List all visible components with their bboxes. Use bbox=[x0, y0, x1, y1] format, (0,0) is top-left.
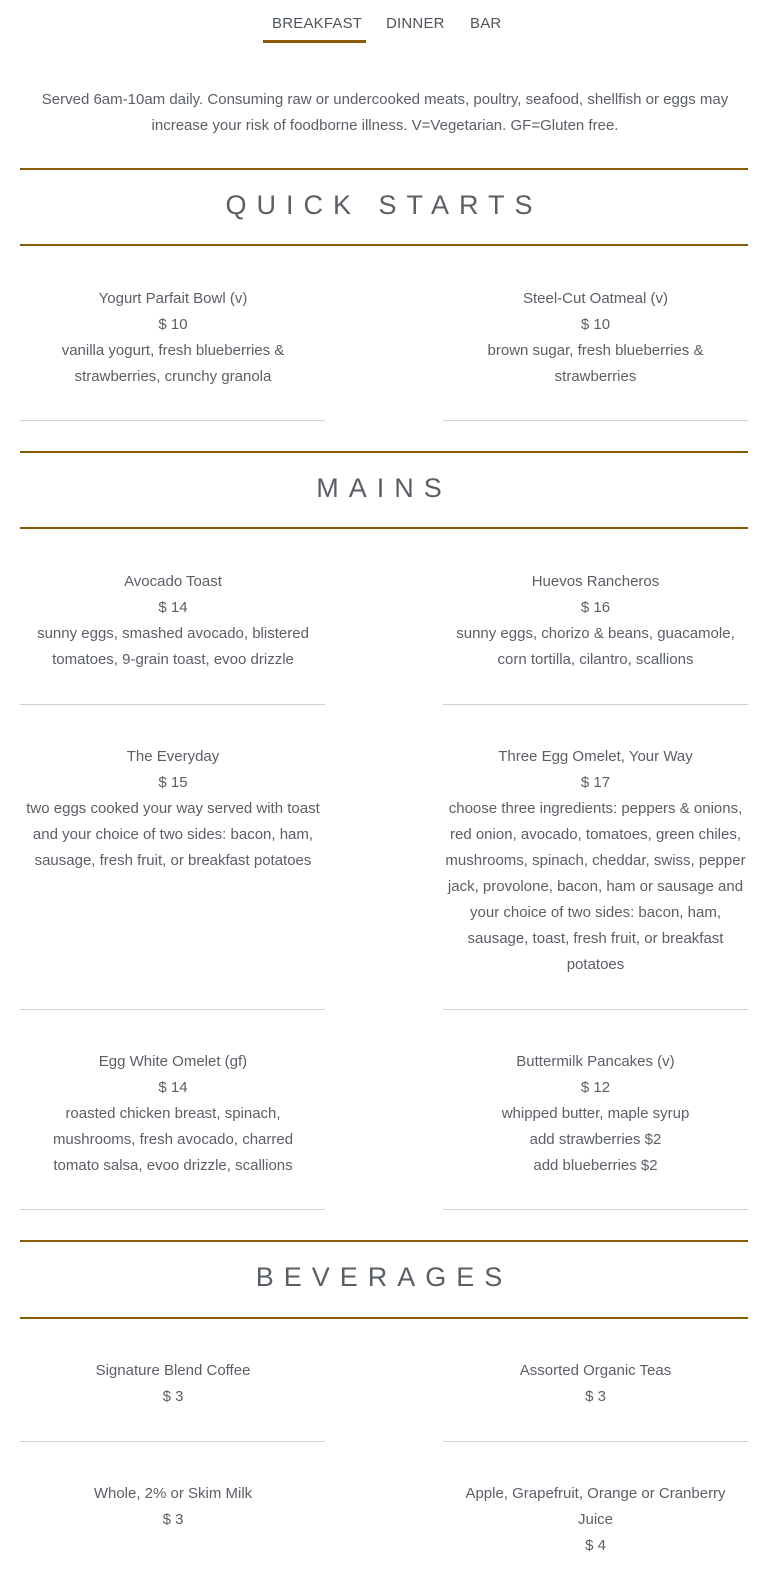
item-name: Egg White Omelet (gf) bbox=[98, 1053, 248, 1070]
item-divider bbox=[20, 1009, 325, 1010]
item-price: $ 10 bbox=[158, 316, 188, 333]
item-name: Yogurt Parfait Bowl (v) bbox=[98, 290, 248, 307]
menu-item bbox=[443, 569, 748, 673]
item-description: choose three ingredients: peppers & onions, red onion, avocado, tomatoes, green chiles, mushrooms, spinach, cheddar, swiss, pepper jack, provolone, bacon, ham or sausage and your choice of two sides: bacon, ham, sausage, toast, fresh fruit, or breakfast potatoes bbox=[445, 800, 746, 973]
active-tab-indicator bbox=[263, 40, 366, 43]
item-name: Buttermilk Pancakes (v) bbox=[516, 1053, 675, 1070]
item-price: $ 14 bbox=[158, 1079, 188, 1096]
item-divider bbox=[20, 704, 325, 705]
item-description: whipped butter, maple syrup bbox=[501, 1105, 690, 1122]
item-price: $ 4 bbox=[585, 1537, 606, 1554]
item-divider bbox=[20, 420, 325, 421]
item-add-on: add strawberries $2 bbox=[529, 1131, 662, 1148]
tab-bar[interactable]: BAR bbox=[470, 15, 502, 32]
section-title-quick-starts: QUICK STARTS bbox=[225, 190, 543, 220]
item-divider bbox=[443, 1209, 748, 1210]
item-description: two eggs cooked your way served with toast and your choice of two sides: bacon, ham, sausage, fresh fruit, or breakfast potatoes bbox=[26, 800, 320, 869]
item-description: vanilla yogurt, fresh blueberries & strawberries, crunchy granola bbox=[61, 342, 285, 385]
item-divider bbox=[443, 420, 748, 421]
tab-breakfast[interactable]: BREAKFAST bbox=[272, 15, 363, 32]
item-description: sunny eggs, smashed avocado, blistered tomatoes, 9-grain toast, evoo drizzle bbox=[37, 625, 309, 668]
section-rule-bottom bbox=[20, 527, 748, 529]
menu-tabs bbox=[0, 0, 770, 46]
menu-item bbox=[20, 569, 326, 673]
item-divider bbox=[20, 1441, 325, 1442]
menu-item bbox=[20, 1358, 326, 1410]
section-rule-top bbox=[20, 451, 748, 453]
item-name: Whole, 2% or Skim Milk bbox=[93, 1485, 253, 1502]
item-name: Steel-Cut Oatmeal (v) bbox=[522, 290, 669, 307]
item-price: $ 3 bbox=[162, 1388, 184, 1405]
section-rule-bottom bbox=[20, 1317, 748, 1319]
item-price: $ 10 bbox=[580, 316, 611, 333]
item-name: Three Egg Omelet, Your Way bbox=[498, 748, 693, 765]
section-title-mains: MAINS bbox=[316, 473, 452, 503]
item-name: The Everyday bbox=[126, 748, 220, 765]
menu-item bbox=[20, 286, 326, 390]
section-rule-bottom bbox=[20, 244, 748, 246]
menu-item bbox=[443, 744, 748, 978]
section-title-beverages: BEVERAGES bbox=[255, 1262, 513, 1292]
item-name: Assorted Organic Teas bbox=[519, 1362, 672, 1379]
section-rule-top bbox=[20, 1240, 748, 1242]
item-divider bbox=[443, 1009, 748, 1010]
item-name: Signature Blend Coffee bbox=[95, 1362, 251, 1379]
item-description: roasted chicken breast, spinach, mushrooms, fresh avocado, charred tomato salsa, evoo drizzle, scallions bbox=[52, 1105, 294, 1174]
section-rule-top bbox=[20, 168, 748, 170]
item-name: Avocado Toast bbox=[124, 573, 222, 590]
item-divider bbox=[443, 704, 748, 705]
item-description: sunny eggs, chorizo & beans, guacamole, corn tortilla, cilantro, scallions bbox=[456, 625, 735, 668]
item-divider bbox=[20, 1209, 325, 1210]
item-description: brown sugar, fresh blueberries & strawberries bbox=[487, 342, 704, 385]
item-price: $ 17 bbox=[580, 774, 611, 791]
item-divider bbox=[443, 1441, 748, 1442]
item-price: $ 3 bbox=[585, 1388, 606, 1405]
item-name: Huevos Rancheros bbox=[531, 573, 660, 590]
menu-item bbox=[20, 744, 326, 874]
menu-item bbox=[443, 1481, 748, 1559]
item-add-on: add blueberries $2 bbox=[533, 1157, 658, 1174]
item-price: $ 16 bbox=[580, 599, 611, 616]
menu-item bbox=[443, 1358, 748, 1410]
menu-item bbox=[20, 1481, 326, 1533]
menu-item bbox=[443, 286, 748, 390]
item-price: $ 15 bbox=[158, 774, 188, 791]
item-price: $ 14 bbox=[158, 599, 188, 616]
item-price: $ 3 bbox=[162, 1511, 184, 1528]
service-notice: Served 6am-10am daily. Consuming raw or undercooked meats, poultry, seafood, shellfish or eggs may increase your risk of foodborne illness. V=Vegetarian. GF=Gluten free. bbox=[41, 91, 729, 134]
item-price: $ 12 bbox=[580, 1079, 611, 1096]
menu-item bbox=[443, 1049, 748, 1179]
menu-item bbox=[20, 1049, 326, 1179]
tab-dinner[interactable]: DINNER bbox=[386, 15, 445, 32]
item-name: Apple, Grapefruit, Orange or Cranberry Juice bbox=[465, 1485, 726, 1528]
